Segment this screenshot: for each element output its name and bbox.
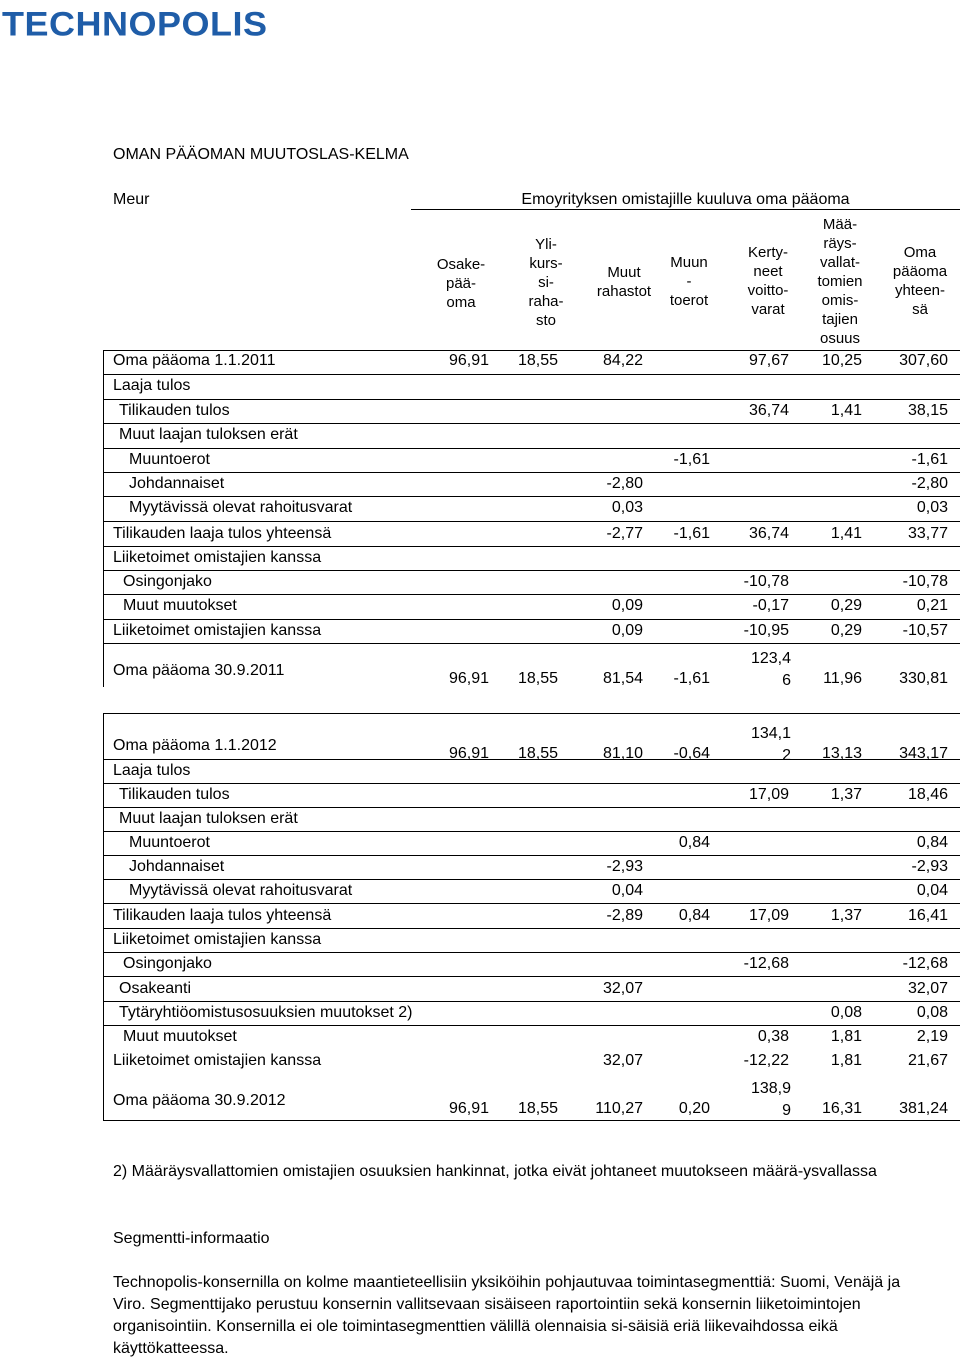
- table-row: [0, 499, 960, 521]
- row-label: Osakeanti: [119, 980, 192, 997]
- table-rule: [103, 374, 960, 375]
- cell-value: 32,07: [602, 1052, 643, 1069]
- table-rule: [103, 713, 960, 714]
- row-label: Osingonjako: [123, 955, 212, 972]
- cell-value: -2,80: [606, 475, 643, 492]
- row-label: Oma pääoma 30.9.2011: [113, 662, 285, 679]
- row-label: Tytäryhtiöomistusosuuksien muutokset 2): [119, 1004, 413, 1021]
- cell-value: 96,91: [448, 1100, 489, 1117]
- group-header: Emoyrityksen omistajille kuuluva oma pääoma: [411, 191, 960, 210]
- cell-value: 36,74: [748, 525, 789, 542]
- column-header: Oma pääoma yhteen- sä: [892, 244, 948, 318]
- cell-value: 330,81: [899, 670, 948, 687]
- cell-value: 18,55: [517, 352, 558, 369]
- cell-value: 18,55: [517, 745, 558, 762]
- cell-value: 307,60: [899, 352, 948, 369]
- table-row: [0, 762, 960, 784]
- table-row: [0, 648, 960, 689]
- table-row: [0, 834, 960, 856]
- cell-value: 0,03: [916, 499, 948, 516]
- cell-value: 0,84: [916, 834, 948, 851]
- cell-value: 17,09: [748, 907, 789, 924]
- row-label: Muuntoerot: [129, 451, 210, 468]
- cell-value: -1,61: [911, 451, 948, 468]
- table-row: [0, 1004, 960, 1026]
- column-header: Muut rahastot: [596, 264, 652, 300]
- cell-value: 13,13: [821, 745, 862, 762]
- table-row: [0, 1028, 960, 1050]
- row-label: Liiketoimet omistajien kanssa: [113, 622, 322, 639]
- cell-value: -2,93: [606, 858, 643, 875]
- cell-value: 16,41: [907, 907, 948, 924]
- cell-value: -2,89: [606, 907, 643, 924]
- table-row: [0, 858, 960, 880]
- table-row: [0, 377, 960, 399]
- cell-value: 96,91: [448, 352, 489, 369]
- cell-value: 17,09: [748, 786, 789, 803]
- segment-title: Segmentti-informaatio: [113, 1230, 270, 1247]
- table-row: [0, 402, 960, 424]
- cell-value: 0,20: [678, 1100, 710, 1117]
- cell-value: 0,09: [611, 597, 643, 614]
- cell-value: 0,08: [830, 1004, 862, 1021]
- table-row: [0, 931, 960, 953]
- cell-value: -0,64: [673, 745, 710, 762]
- row-label: Liiketoimet omistajien kanssa: [113, 1052, 322, 1069]
- table-row: [0, 1052, 960, 1074]
- column-header: Osake- pää- oma: [436, 256, 486, 311]
- row-label: Muut laajan tuloksen erät: [119, 810, 298, 827]
- cell-value: 0,04: [611, 882, 643, 899]
- cell-value: 343,17: [899, 745, 948, 762]
- cell-value: 381,24: [899, 1100, 948, 1117]
- cell-value: -12,22: [743, 1052, 789, 1069]
- table-row: [0, 882, 960, 904]
- cell-value: 18,46: [907, 786, 948, 803]
- row-label: Johdannaiset: [129, 858, 225, 875]
- cell-value: 0,29: [830, 622, 862, 639]
- table-row: [0, 1078, 960, 1119]
- row-label: Myytävissä olevat rahoitusvarat: [129, 882, 353, 899]
- table-row: [0, 980, 960, 1002]
- table-row: [0, 352, 960, 374]
- table-rule: [103, 1120, 960, 1121]
- table-row: [0, 426, 960, 448]
- cell-value: 1,37: [830, 786, 862, 803]
- row-label: Muut laajan tuloksen erät: [119, 426, 298, 443]
- table-rule: [103, 521, 960, 522]
- cell-value: 81,54: [602, 670, 643, 687]
- cell-value: 36,74: [748, 402, 789, 419]
- segment-text: Technopolis-konsernilla on kolme maantieteellisiin yksiköihin pohjautuvaa toimintasegmenttiä: Suomi, Venäjä ja Viro. Segmenttijako perustuu konsernin vallitsevaan sisäiseen raportointiin sekä konsernin liiketoimintojen organisointiin. Konsernilla ei ole toimintasegmenttien välillä olennaisia si-säisiä eriä liikevaihdossa eikä käyttökatteessa.: [113, 1274, 901, 1357]
- cell-value: 97,67: [748, 352, 789, 369]
- table-row: [0, 955, 960, 977]
- unit-label: Meur: [113, 191, 150, 208]
- cell-value: 0,04: [916, 882, 948, 899]
- cell-value: 16,31: [821, 1100, 862, 1117]
- table-rule: [103, 399, 960, 400]
- cell-value: 0,09: [611, 622, 643, 639]
- table-row: [0, 451, 960, 473]
- table-row: [0, 597, 960, 619]
- column-header: Mää- räys- vallat- tomien omis- tajien osuus: [817, 216, 863, 347]
- cell-value: 1,41: [830, 402, 862, 419]
- table-row: [0, 573, 960, 595]
- row-label: Tilikauden laaja tulos yhteensä: [113, 525, 332, 542]
- row-label: Myytävissä olevat rahoitusvarat: [129, 499, 353, 516]
- cell-value: 1,37: [830, 907, 862, 924]
- cell-value: 18,55: [517, 1100, 558, 1117]
- table-row: [0, 622, 960, 644]
- cell-value: 18,55: [517, 670, 558, 687]
- cell-value: 2,19: [916, 1028, 948, 1045]
- footnote: 2) Määräysvallattomien omistajien osuuksien hankinnat, jotka eivät johtaneet muutokseen määrä-ysvallassa: [113, 1163, 877, 1180]
- row-label: Liiketoimet omistajien kanssa: [113, 549, 322, 566]
- company-logo: TECHNOPOLIS: [2, 4, 268, 43]
- cell-value: 123,4 6: [750, 650, 791, 689]
- cell-value: 11,96: [823, 670, 862, 687]
- cell-value: -0,17: [752, 597, 789, 614]
- row-label: Tilikauden tulos: [119, 786, 230, 803]
- cell-value: 138,9 9: [750, 1080, 791, 1119]
- row-label: Tilikauden laaja tulos yhteensä: [113, 907, 332, 924]
- cell-value: 10,25: [821, 352, 862, 369]
- table-row: [0, 786, 960, 808]
- table-row: [0, 475, 960, 497]
- cell-value: -10,95: [743, 622, 789, 639]
- cell-value: 1,41: [830, 525, 862, 542]
- cell-value: 1,81: [830, 1052, 862, 1069]
- row-label: Muut muutokset: [123, 597, 237, 614]
- cell-value: 38,15: [907, 402, 948, 419]
- cell-value: 0,29: [830, 597, 862, 614]
- cell-value: -2,80: [911, 475, 948, 492]
- row-label: Muut muutokset: [123, 1028, 237, 1045]
- table-row: [0, 810, 960, 832]
- table-row: [0, 525, 960, 547]
- cell-value: 110,27: [595, 1100, 643, 1117]
- cell-value: -2,93: [911, 858, 948, 875]
- cell-value: -12,68: [743, 955, 789, 972]
- cell-value: 32,07: [907, 980, 948, 997]
- table-row: [0, 549, 960, 571]
- cell-value: -10,78: [743, 573, 789, 590]
- cell-value: 33,77: [907, 525, 948, 542]
- row-label: Oma pääoma 1.1.2012: [113, 737, 277, 754]
- cell-value: -1,61: [673, 525, 710, 542]
- row-label: Johdannaiset: [129, 475, 225, 492]
- cell-value: 96,91: [448, 670, 489, 687]
- column-header: Kerty- neet voitto- varat: [747, 244, 789, 318]
- cell-value: 0,84: [678, 907, 710, 924]
- cell-value: -12,68: [902, 955, 948, 972]
- cell-value: 32,07: [602, 980, 643, 997]
- cell-value: -2,77: [606, 525, 643, 542]
- cell-value: 84,22: [602, 352, 643, 369]
- cell-value: 134,1 2: [750, 725, 791, 764]
- cell-value: -1,61: [673, 451, 710, 468]
- table-rule: [103, 619, 960, 620]
- table-row: [0, 907, 960, 929]
- cell-value: -10,57: [902, 622, 948, 639]
- cell-value: 21,67: [907, 1052, 948, 1069]
- row-label: Osingonjako: [123, 573, 212, 590]
- row-label: Tilikauden tulos: [119, 402, 230, 419]
- table-rule: [103, 350, 960, 351]
- row-label: Oma pääoma 30.9.2012: [113, 1092, 286, 1109]
- table-row: [0, 723, 960, 764]
- row-label: Laaja tulos: [113, 377, 191, 394]
- column-header: Yli- kurs- si- raha- sto: [528, 236, 564, 329]
- cell-value: 0,08: [916, 1004, 948, 1021]
- cell-value: 0,38: [757, 1028, 789, 1045]
- page-title: OMAN PÄÄOMAN MUUTOSLAS-KELMA: [113, 146, 409, 163]
- table-rule: [103, 448, 960, 449]
- cell-value: 81,10: [602, 745, 643, 762]
- cell-value: 96,91: [448, 745, 489, 762]
- column-header: Muun - toerot: [669, 254, 709, 309]
- cell-value: -10,78: [902, 573, 948, 590]
- cell-value: 0,84: [678, 834, 710, 851]
- cell-value: -1,61: [673, 670, 710, 687]
- row-label: Laaja tulos: [113, 762, 191, 779]
- cell-value: 0,21: [916, 597, 948, 614]
- row-label: Muuntoerot: [129, 834, 210, 851]
- cell-value: 1,81: [830, 1028, 862, 1045]
- cell-value: 0,03: [611, 499, 643, 516]
- row-label: Oma pääoma 1.1.2011: [113, 352, 276, 369]
- row-label: Liiketoimet omistajien kanssa: [113, 931, 322, 948]
